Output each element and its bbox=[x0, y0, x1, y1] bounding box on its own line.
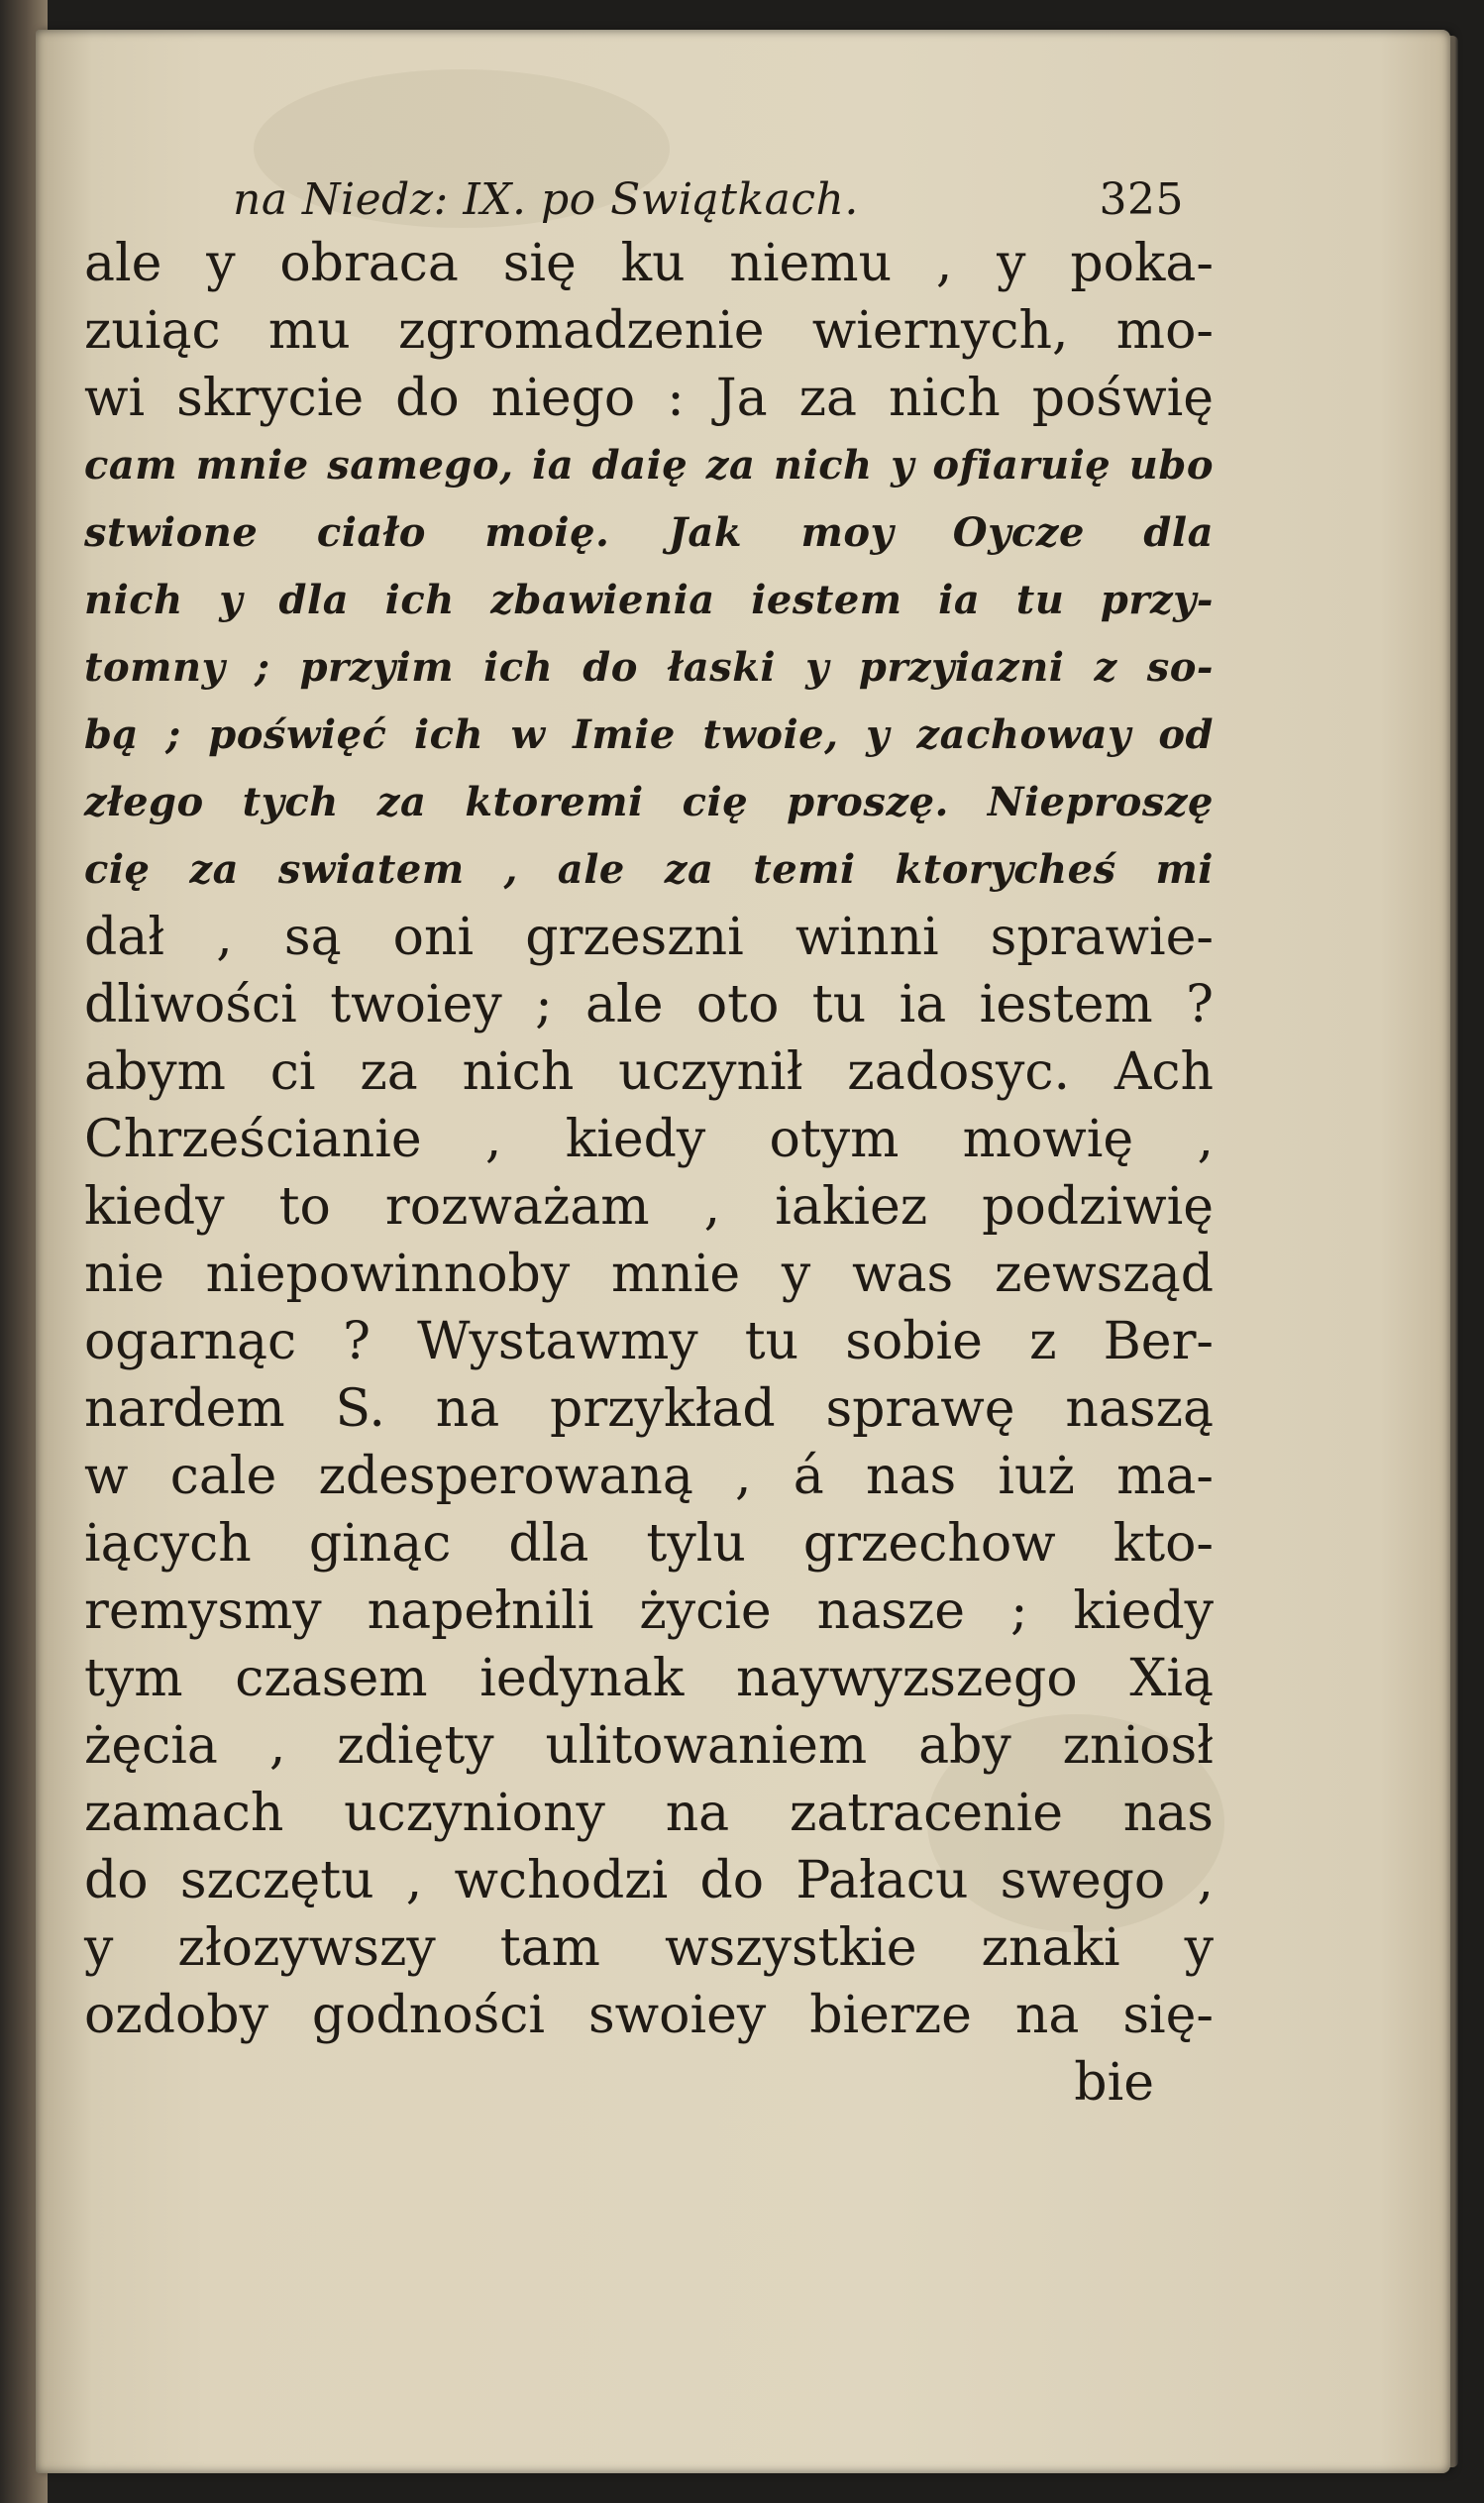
catchword: bie bbox=[1074, 2053, 1154, 2113]
text-line: kiedy to rozważam , iakiez podziwię bbox=[84, 1177, 1214, 1237]
text-line: żęcia , zdięty ulitowaniem aby zniosł bbox=[84, 1716, 1214, 1776]
running-header bbox=[84, 168, 1214, 230]
text-line: ogarnąc ? Wystawmy tu sobie z Ber- bbox=[84, 1312, 1214, 1371]
italic-text-line: bą ; poświęć ich w Imie twoie, y zachoway od bbox=[84, 711, 1214, 758]
text-line: w cale zdesperowaną , á nas iuż ma- bbox=[84, 1447, 1214, 1506]
italic-text-line: złego tych za ktoremi cię proszę. Nieproszę bbox=[84, 779, 1214, 825]
page-number: 325 bbox=[1099, 174, 1184, 225]
text-line: abym ci za nich uczynił zadosyc. Ach bbox=[84, 1042, 1214, 1102]
text-line: remysmy napełnili życie nasze ; kiedy bbox=[84, 1581, 1214, 1641]
text-line: tym czasem iedynak naywyzszego Xią bbox=[84, 1649, 1214, 1708]
text-line: do szczętu , wchodzi do Pałacu swego , bbox=[84, 1851, 1214, 1910]
text-line: ale y obraca się ku niemu , y poka- bbox=[84, 234, 1214, 293]
text-line: iących ginąc dla tylu grzechow kto- bbox=[84, 1514, 1214, 1574]
italic-text-line: stwione ciało moię. Jak moy Oycze dla bbox=[84, 509, 1214, 556]
text-line: nardem S. na przykład sprawę naszą bbox=[84, 1379, 1214, 1439]
text-line: dał , są oni grzeszni winni sprawie- bbox=[84, 908, 1214, 967]
italic-text-line: cam mnie samego, ia daię za nich y ofiaruię ubo bbox=[84, 442, 1214, 489]
text-line: nie niepowinnoby mnie y was zewsząd bbox=[84, 1245, 1214, 1304]
text-line: dliwości twoiey ; ale oto tu ia iestem ? bbox=[84, 975, 1214, 1034]
page-text bbox=[84, 168, 1214, 2117]
text-line: wi skrycie do niego : Ja za nich poświę bbox=[84, 369, 1214, 428]
text-line: zamach uczyniony na zatracenie nas bbox=[84, 1784, 1214, 1843]
text-line: Chrześcianie , kiedy otym mowię , bbox=[84, 1110, 1214, 1169]
text-line: zuiąc mu zgromadzenie wiernych, mo- bbox=[84, 301, 1214, 361]
text-line: ozdoby godności swoiey bierze na się- bbox=[84, 1986, 1214, 2045]
running-title: na Niedz: IX. po Swiątkach. bbox=[233, 174, 859, 225]
italic-text-line: tomny ; przyim ich do łaski y przyiazni z so- bbox=[84, 644, 1214, 691]
text-line: y złozywszy tam wszystkie znaki y bbox=[84, 1918, 1214, 1978]
italic-text-line: cię za swiatem , ale za temi ktorycheś mi bbox=[84, 846, 1214, 893]
italic-text-line: nich y dla ich zbawienia iestem ia tu przy- bbox=[84, 577, 1214, 623]
